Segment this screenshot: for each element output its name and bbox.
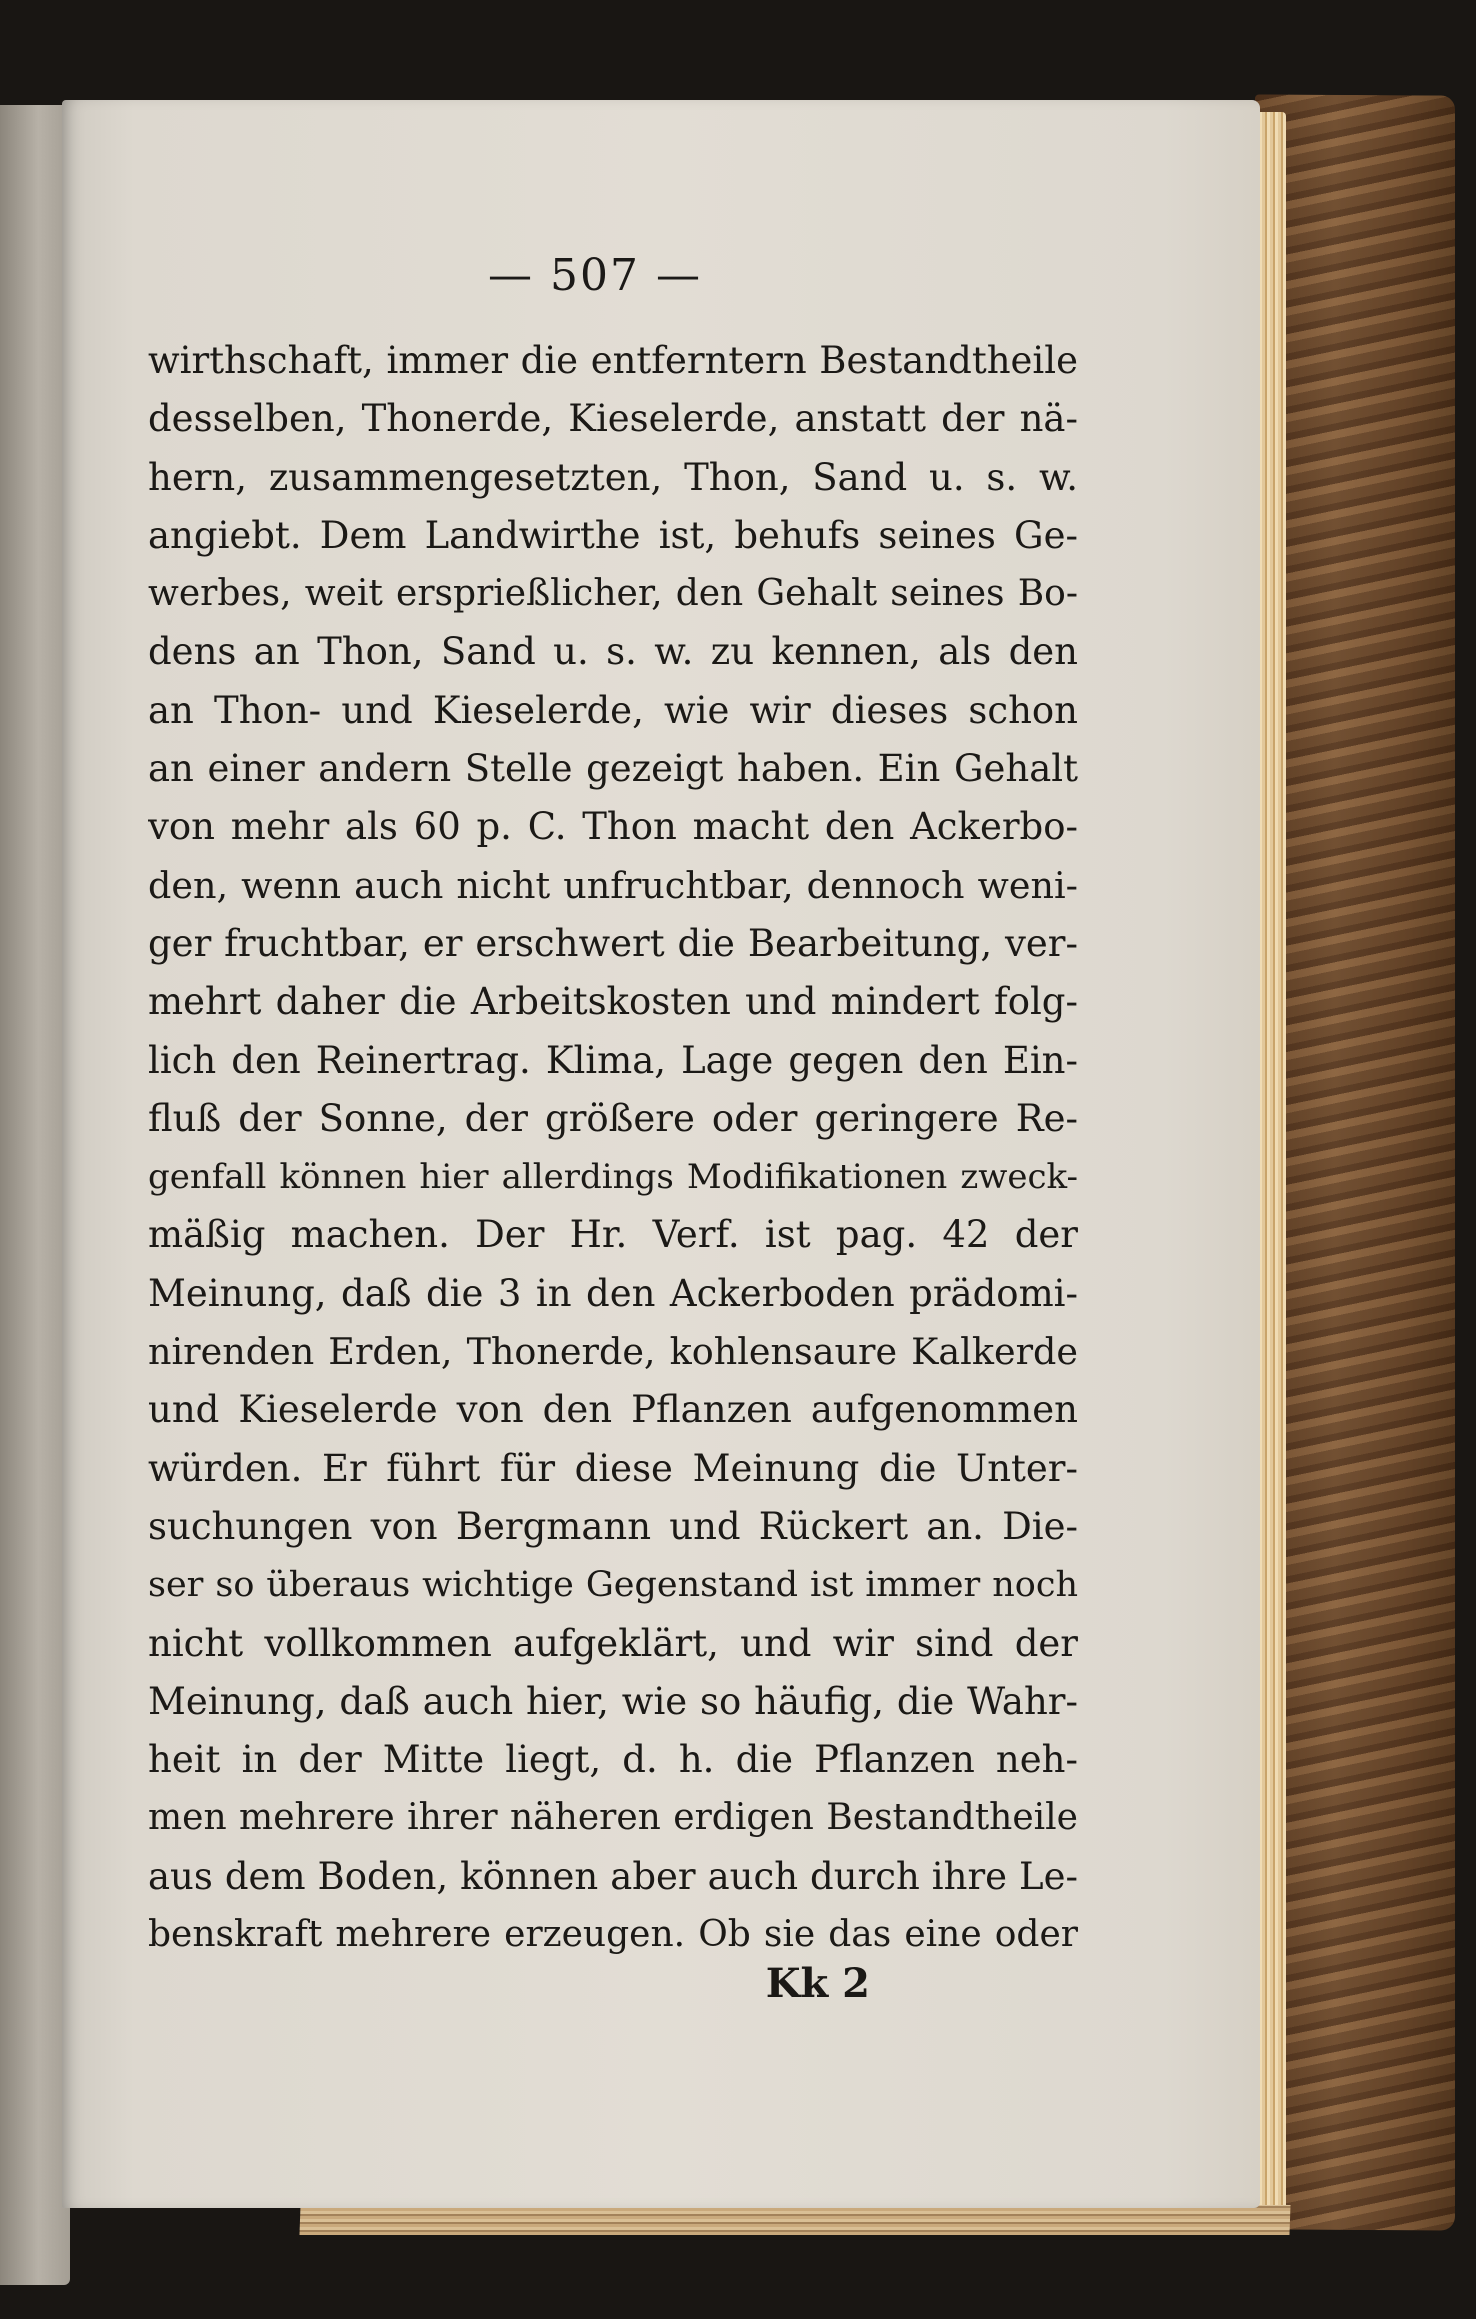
- text-line: suchungen von Bergmann und Rückert an. Die-: [148, 1504, 1078, 1548]
- text-line: werbes, weit ersprießlicher, den Gehalt seines Bo-: [148, 573, 1078, 615]
- text-line: dens an Thon, Sand u. s. w. zu kennen, als den: [148, 630, 1078, 674]
- text-line: lich den Reinertrag. Klima, Lage gegen den Ein-: [148, 1038, 1078, 1082]
- text-line: ger fruchtbar, er erschwert die Bearbeitung, ver-: [148, 921, 1078, 965]
- text-line: an einer andern Stelle gezeigt haben. Ein Gehalt: [148, 747, 1078, 791]
- text-line: Meinung, daß auch hier, wie so häufig, die Wahr-: [148, 1679, 1078, 1723]
- text-line: benskraft mehrere erzeugen. Ob sie das eine oder: [148, 1914, 1078, 1956]
- text-line: mäßig machen. Der Hr. Verf. ist pag. 42 der: [148, 1213, 1078, 1257]
- text-line: nicht vollkommen aufgeklärt, und wir sind der: [148, 1621, 1078, 1665]
- text-line: fluß der Sonne, der größere oder geringere Re-: [148, 1096, 1078, 1140]
- text-line: hern, zusammengesetzten, Thon, Sand u. s. w.: [148, 455, 1078, 499]
- page-bottom-edge: [299, 2205, 1290, 2235]
- text-line: mehrt daher die Arbeitskosten und mindert folg-: [148, 980, 1078, 1024]
- text-line: und Kieselerde von den Pflanzen aufgenommen: [148, 1388, 1078, 1432]
- text-line: aus dem Boden, können aber auch durch ihre Le-: [148, 1854, 1078, 1898]
- text-line: an Thon- und Kieselerde, wie wir dieses schon: [148, 688, 1078, 732]
- text-line: angiebt. Dem Landwirthe ist, behufs seines Ge-: [148, 513, 1078, 557]
- text-line: wirthschaft, immer die entferntern Bestandtheile: [148, 339, 1078, 382]
- text-line: Meinung, daß die 3 in den Ackerboden prädomi-: [148, 1271, 1078, 1315]
- page-number: — 507 —: [488, 249, 702, 301]
- body-text: [148, 332, 1078, 1964]
- text-line: genfall können hier allerdings Modifikationen zweck-: [148, 1157, 1078, 1198]
- text-line: nirenden Erden, Thonerde, kohlensaure Kalkerde: [148, 1330, 1078, 1374]
- text-line: würden. Er führt für diese Meinung die Unter-: [148, 1446, 1078, 1490]
- text-line: den, wenn auch nicht unfruchtbar, dennoch weni-: [148, 863, 1078, 907]
- text-line: men mehrere ihrer näheren erdigen Bestandtheile: [148, 1797, 1078, 1839]
- text-line: von mehr als 60 p. C. Thon macht den Ackerbo-: [148, 805, 1078, 849]
- text-line: desselben, Thonerde, Kieselerde, anstatt der nä-: [148, 397, 1078, 441]
- previous-page-edge: [0, 105, 70, 2285]
- text-line: heit in der Mitte liegt, d. h. die Pflanzen neh-: [148, 1738, 1078, 1782]
- signature-mark: Kk 2: [765, 1960, 870, 2007]
- text-line: ser so überaus wichtige Gegenstand ist immer noch: [148, 1565, 1078, 1606]
